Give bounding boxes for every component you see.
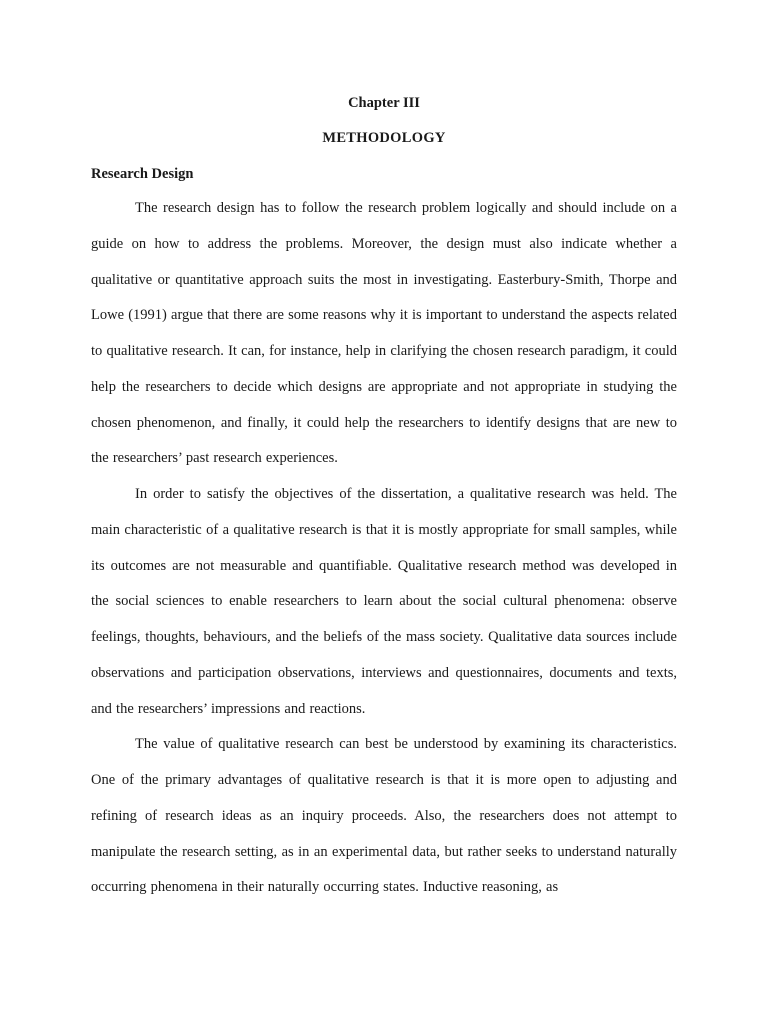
paragraph: The research design has to follow the research problem logically and should include on a guide on how to address the problems. Moreover, the design must also indicate whether a qualitative or quantitative approach suits the most in investigating. Easterbury-Smith, Thorpe and Lowe (1991) argue that there are some reasons why it is important to understand the aspects related to qualitative research. It can, for instance, help in clarifying the chosen research paradigm, it could help the researchers to decide which designs are appropriate and not appropriate in studying the chosen phenomenon, and finally, it could help the researchers to identify designs that are new to the researchers’ past research experiences. (91, 200, 677, 467)
paragraph: The value of qualitative research can best be understood by examining its characteristics. One of the primary advantages of qualitative research is that it is more open to adjusting and refining of research ideas as an inquiry proceeds. Also, the researchers does not attempt to manipulate the research setting, as in an experimental data, but rather seeks to understand naturally occurring phenomena in their naturally occurring states. Inductive reasoning, as (91, 736, 677, 896)
paragraph: In order to satisfy the objectives of the dissertation, a qualitative research was held. The main characteristic of a qualitative research is that it is mostly appropriate for small samples, while its outcomes are not measurable and quantifiable. Qualitative research method was developed in the social sciences to enable researchers to learn about the social cultural phenomena: observe feelings, thoughts, behaviours, and the beliefs of the mass society. Qualitative data sources include observations and participation observations, interviews and questionnaires, documents and texts, and the researchers’ impressions and reactions. (91, 486, 677, 717)
body-text (91, 191, 677, 906)
chapter-number: Chapter III (348, 95, 420, 111)
section-heading: Research Design (91, 166, 194, 182)
chapter-title: METHODOLOGY (322, 130, 446, 146)
